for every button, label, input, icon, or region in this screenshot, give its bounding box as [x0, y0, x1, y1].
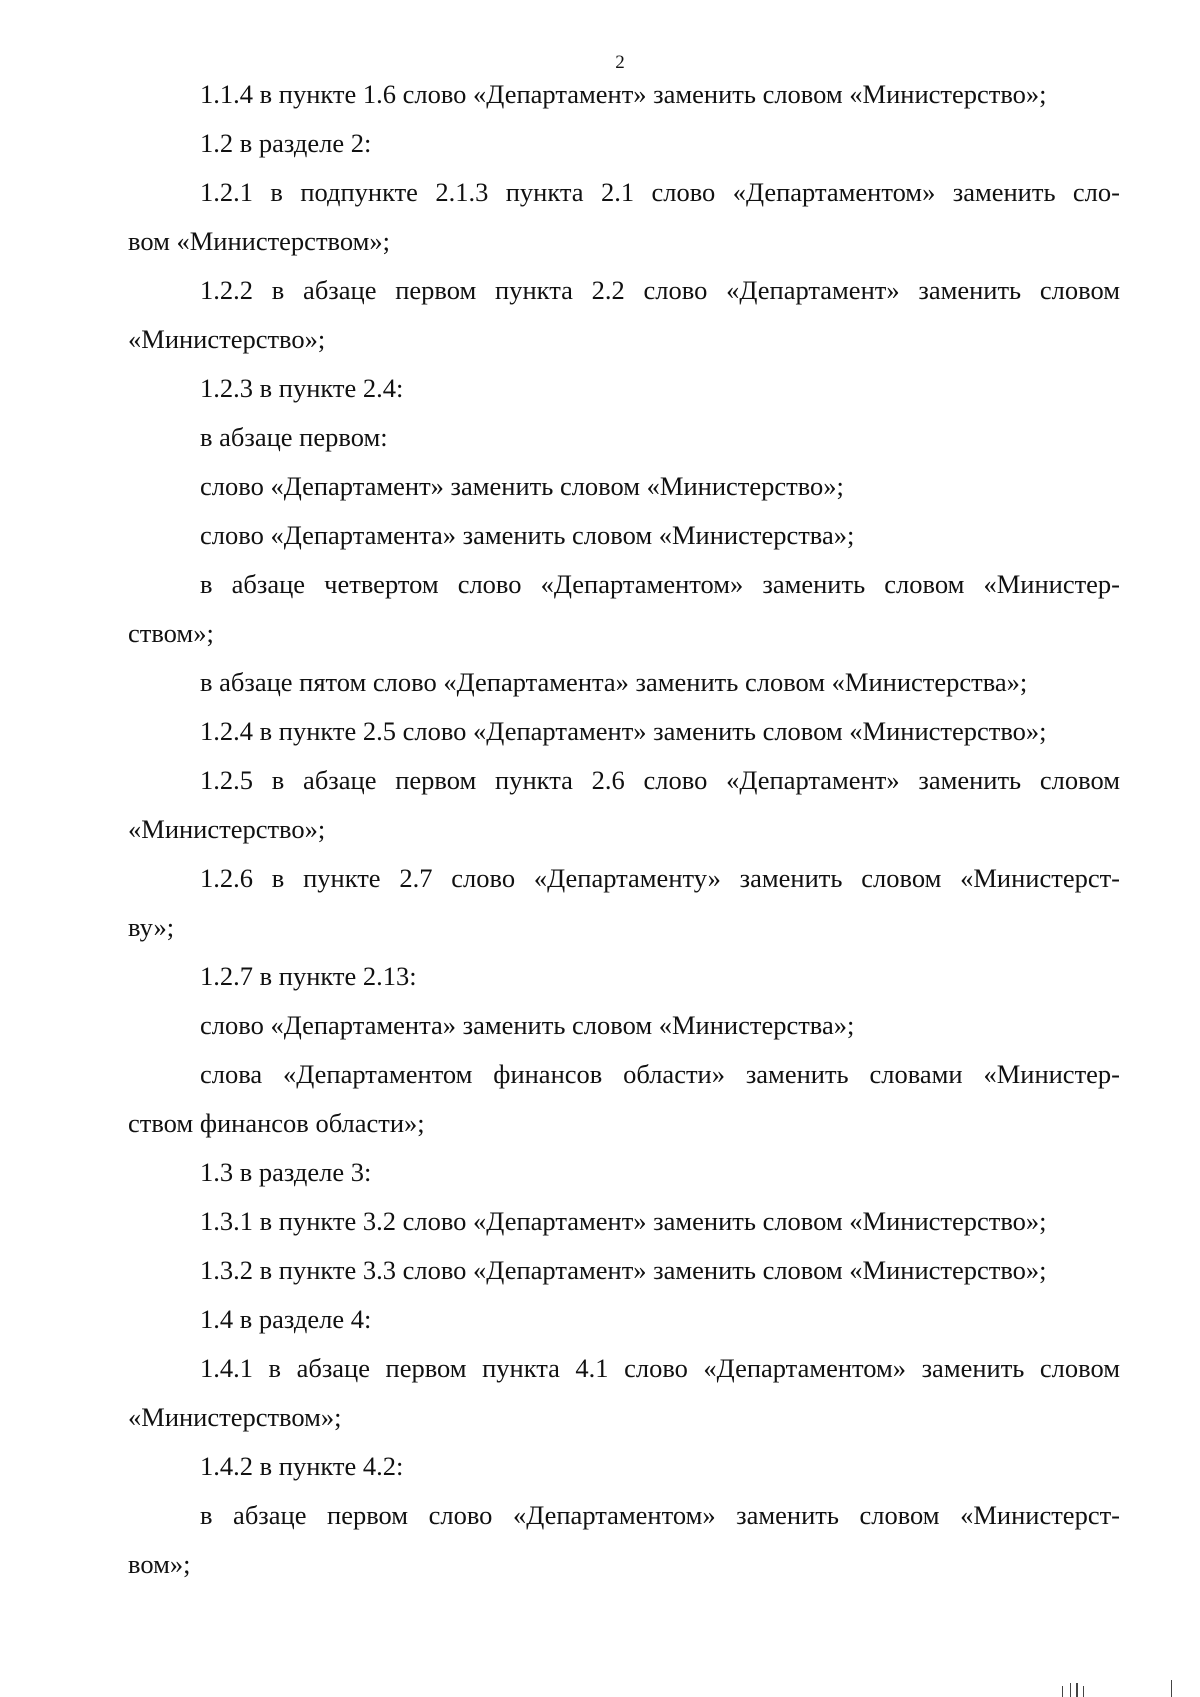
scan-artifact [1171, 1680, 1172, 1697]
paragraph-line: вом «Министерством»; [128, 226, 390, 256]
paragraph-line: 1.2.7 в пункте 2.13: [200, 961, 417, 991]
document-body [128, 70, 1120, 1589]
paragraph-line: в абзаце четвертом слово «Департаментом» заменить словом «Министер- [200, 569, 1120, 599]
paragraph-line: 1.2.2 в абзаце первом пункта 2.2 слово «Департамент» заменить словом [200, 275, 1120, 305]
paragraph-line: 1.1.4 в пункте 1.6 слово «Департамент» заменить словом «Министерство»; [200, 79, 1047, 109]
paragraph-line: 1.3.2 в пункте 3.3 слово «Департамент» заменить словом «Министерство»; [200, 1255, 1047, 1285]
paragraph-line: в абзаце первом: [200, 422, 388, 452]
paragraph-line: 1.3.1 в пункте 3.2 слово «Департамент» заменить словом «Министерство»; [200, 1206, 1047, 1236]
paragraph-line: ством финансов области»; [128, 1108, 425, 1138]
paragraph-line: 1.4.2 в пункте 4.2: [200, 1451, 404, 1481]
paragraph-line: 1.4.1 в абзаце первом пункта 4.1 слово «Департаментом» заменить словом [200, 1353, 1120, 1383]
paragraph-line: 1.2.6 в пункте 2.7 слово «Департаменту» заменить словом «Министерст- [200, 863, 1120, 893]
paragraph-line: 1.4 в разделе 4: [200, 1304, 372, 1334]
scan-artifact [1062, 1686, 1063, 1697]
paragraph-line: слово «Департамента» заменить словом «Министерства»; [200, 520, 855, 550]
paragraph-line: слово «Департамента» заменить словом «Министерства»; [200, 1010, 855, 1040]
paragraph-line: 1.2.3 в пункте 2.4: [200, 373, 404, 403]
paragraph-line: в абзаце первом слово «Департаментом» заменить словом «Министерст- [200, 1500, 1120, 1530]
paragraph-line: вом»; [128, 1549, 191, 1579]
paragraph-line: 1.2.5 в абзаце первом пункта 2.6 слово «Департамент» заменить словом [200, 765, 1120, 795]
paragraph-line: ством»; [128, 618, 214, 648]
scan-artifact [1076, 1683, 1078, 1697]
paragraph-line: ву»; [128, 912, 175, 942]
paragraph-line: 1.2 в разделе 2: [200, 128, 372, 158]
paragraph-line: 1.3 в разделе 3: [200, 1157, 372, 1187]
paragraph-line: слово «Департамент» заменить словом «Министерство»; [200, 471, 844, 501]
scan-artifact [1070, 1683, 1071, 1697]
scan-artifact [1083, 1686, 1084, 1697]
paragraph-line: в абзаце пятом слово «Департамента» заменить словом «Министерства»; [200, 667, 1028, 697]
paragraph-line: слова «Департаментом финансов области» заменить словами «Министер- [200, 1059, 1120, 1089]
paragraph-line: «Министерство»; [128, 324, 326, 354]
page-number: 2 [615, 52, 625, 73]
paragraph-line: 1.2.1 в подпункте 2.1.3 пункта 2.1 слово «Департаментом» заменить сло- [200, 177, 1120, 207]
paragraph-line: 1.2.4 в пункте 2.5 слово «Департамент» заменить словом «Министерство»; [200, 716, 1047, 746]
paragraph-line: «Министерство»; [128, 814, 326, 844]
paragraph-line: «Министерством»; [128, 1402, 342, 1432]
